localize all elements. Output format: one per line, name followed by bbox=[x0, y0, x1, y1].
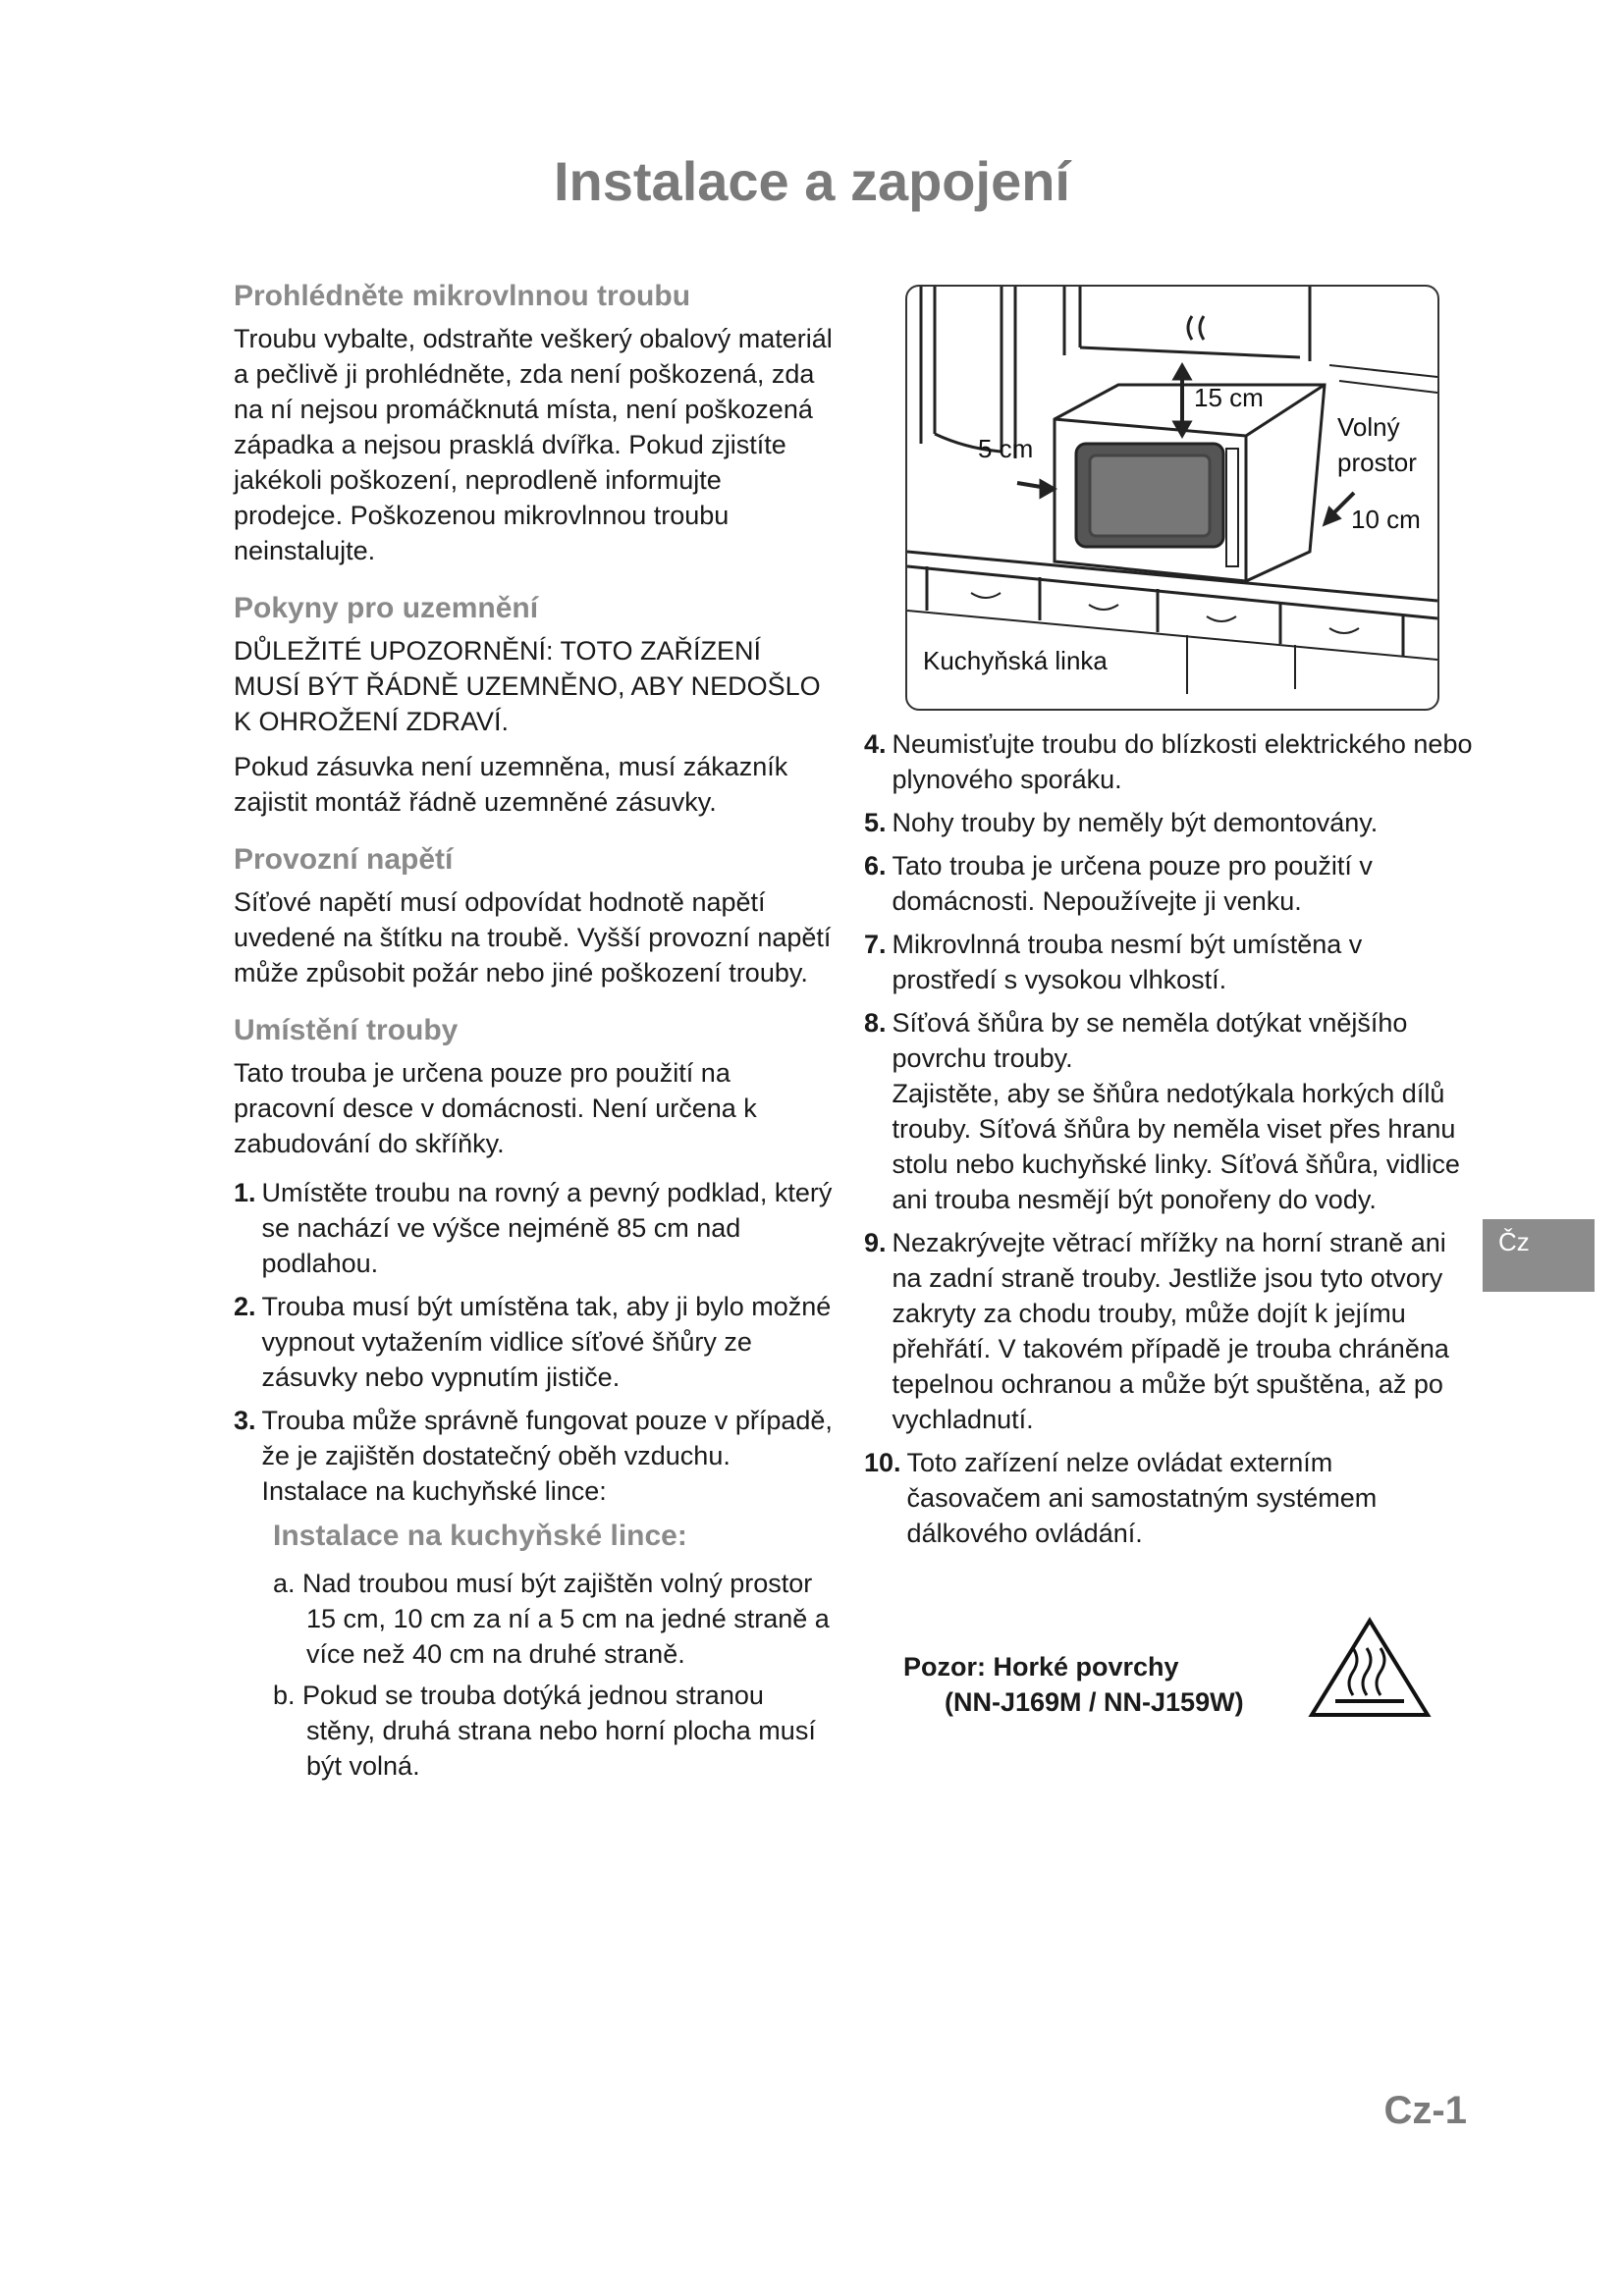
upper-cabinet-line bbox=[1080, 347, 1300, 357]
sub-item-letter: a. bbox=[273, 1569, 296, 1598]
label-free-space-1: Volný bbox=[1337, 412, 1400, 442]
installation-figure bbox=[905, 285, 1439, 711]
item-number: 4. bbox=[864, 729, 887, 759]
list-item bbox=[864, 848, 1473, 919]
label-free-space-2: prostor bbox=[1337, 448, 1417, 477]
item-number: 6. bbox=[864, 851, 887, 881]
list-item bbox=[864, 1225, 1473, 1437]
section-text: Troubu vybalte, odstraňte veškerý obalový materiál a pečlivě ji prohlédněte, zda není poškozená, zda na ní nejsou promáčknutá místa, není poškozená západka a nejsou prasklá dvířka. Pokud zjistíte jakékoli poškození, neprodleně informujte prodejce. Poškozenou mikrovlnnou troubu neinstalujte. bbox=[234, 324, 833, 565]
wall-line bbox=[1339, 381, 1437, 393]
sub-list-item bbox=[273, 1566, 833, 1672]
hot-surface-warning bbox=[903, 1649, 1316, 1720]
section-heading: Prohlédněte mikrovlnnou troubu bbox=[234, 280, 691, 312]
item-text: Nohy trouby by neměly být demontovány. bbox=[892, 808, 1379, 837]
page-title: Instalace a zapojení bbox=[554, 150, 1070, 212]
item-text: Trouba musí být umístěna tak, aby ji bylo možné vypnout vytažením vidlice síťové šňůry ze zásuvky nebo vypnutím jističe. bbox=[261, 1292, 832, 1392]
item-number: 2. bbox=[234, 1292, 256, 1321]
warning-title: Pozor: Horké povrchy bbox=[903, 1652, 1179, 1682]
label-counter: Kuchyňská linka bbox=[923, 646, 1108, 675]
section-text: Pokud zásuvka není uzemněna, musí zákazník zajistit montáž řádně uzemněné zásuvky. bbox=[234, 752, 788, 817]
item-number: 10. bbox=[864, 1448, 901, 1477]
label-side-clearance: 5 cm bbox=[978, 434, 1034, 463]
item-number: 8. bbox=[864, 1008, 887, 1038]
section-heading: Provozní napětí bbox=[234, 843, 454, 876]
microwave-control-panel bbox=[1226, 449, 1238, 566]
left-column bbox=[234, 278, 833, 1789]
item-text: Síťová šňůra by se neměla dotýkat vnějšího povrchu trouby. bbox=[892, 1008, 1408, 1073]
hot-surface-icon bbox=[1306, 1615, 1434, 1723]
section-heading: Pokyny pro uzemnění bbox=[234, 592, 539, 624]
list-item bbox=[864, 927, 1473, 997]
microwave-window-inner bbox=[1090, 455, 1210, 536]
cabinet-line bbox=[935, 287, 1001, 452]
list-item bbox=[864, 1445, 1473, 1551]
item-text: Neumisťujte troubu do blízkosti elektrického nebo plynového sporáku. bbox=[892, 729, 1473, 794]
sub-item-text: Nad troubou musí být zajištěn volný prostor 15 cm, 10 cm za ní a 5 cm na jedné straně a více než 40 cm na druhé straně. bbox=[302, 1569, 830, 1669]
label-back-clearance: 10 cm bbox=[1351, 505, 1421, 534]
item-extra-text: Zajistěte, aby se šňůra nedotýkala horkých dílů trouby. Síťová šňůra by neměla viset přes hranu stolu nebo kuchyňské linky. Síťová šňůra, vidlice ani trouba nesmějí být ponořeny do vody. bbox=[892, 1079, 1460, 1214]
sub-item-letter: b. bbox=[273, 1681, 296, 1710]
item-text: Nezakrývejte větrací mřížky na horní straně ani na zadní straně trouby. Jestliže jsou tyto otvory zakryty za chodu trouby, může dojít k jejímu přehřátí. V takovém případě je trouba chráněna tepelnou ochranou a může být spuštěna, až po vychladnutí. bbox=[892, 1228, 1449, 1434]
item-number: 1. bbox=[234, 1178, 256, 1207]
list-item bbox=[234, 1289, 833, 1395]
right-column bbox=[864, 726, 1473, 1559]
item-number: 7. bbox=[864, 930, 887, 959]
arrow-head bbox=[1041, 481, 1055, 497]
arrow-head bbox=[1174, 365, 1190, 379]
item-text-group bbox=[893, 1005, 1473, 1217]
section-text: Tato trouba je určena pouze pro použití na pracovní desce v domácnosti. Není určena k zabudování do skříňky. bbox=[234, 1058, 757, 1158]
page-number: Cz-1 bbox=[1383, 2089, 1467, 2132]
item-text: Mikrovlnná trouba nesmí být umístěna v prostředí s vysokou vlhkostí. bbox=[892, 930, 1363, 994]
item-text: Trouba může správně fungovat pouze v případě, že je zajištěn dostatečný oběh vzduchu. Instalace na kuchyňské lince: bbox=[261, 1406, 833, 1506]
item-text: Toto zařízení nelze ovládat externím časovačem ani samostatným systémem dálkového ovládání. bbox=[906, 1448, 1378, 1548]
section-placement bbox=[234, 1012, 833, 1161]
sub-heading: Instalace na kuchyňské lince: bbox=[273, 1520, 687, 1552]
grounding-warning: DŮLEŽITÉ UPOZORNĚNÍ: TOTO ZAŘÍZENÍ MUSÍ BÝT ŘÁDNĚ UZEMNĚNO, ABY NEDOŠLO K OHROŽENÍ ZDRAVÍ. bbox=[234, 636, 821, 736]
language-tab: Čz bbox=[1483, 1219, 1595, 1292]
item-number: 3. bbox=[234, 1406, 256, 1435]
section-heading: Umístění trouby bbox=[234, 1014, 459, 1046]
list-item bbox=[864, 726, 1473, 797]
drawer-handles bbox=[971, 593, 1359, 633]
item-text: Tato trouba je určena pouze pro použití v domácnosti. Nepoužívejte ji venku. bbox=[892, 851, 1373, 916]
sub-list-item bbox=[273, 1678, 833, 1784]
item-number: 9. bbox=[864, 1228, 887, 1257]
list-item bbox=[864, 805, 1473, 840]
list-item bbox=[864, 1005, 1473, 1217]
wall-line bbox=[1329, 365, 1437, 377]
item-number: 5. bbox=[864, 808, 887, 837]
item-text: Umístěte troubu na rovný a pevný podklad, který se nachází ve výšce nejméně 85 cm nad podlahou. bbox=[261, 1178, 833, 1278]
arrow-head bbox=[1174, 422, 1190, 436]
cabinet-handle bbox=[1188, 316, 1204, 340]
section-voltage bbox=[234, 841, 833, 990]
list-item bbox=[234, 1403, 833, 1509]
sub-item-text: Pokud se trouba dotýká jednou stranou stěny, druhá strana nebo horní plocha musí být volná. bbox=[302, 1681, 816, 1781]
label-top-clearance: 15 cm bbox=[1194, 383, 1264, 412]
list-item bbox=[234, 1175, 833, 1281]
section-text: Síťové napětí musí odpovídat hodnotě napětí uvedené na štítku na troubě. Vyšší provozní napětí může způsobit požár nebo jiné poškození trouby. bbox=[234, 887, 832, 988]
section-grounding bbox=[234, 590, 833, 820]
warning-models: (NN-J169M / NN-J159W) bbox=[945, 1687, 1244, 1717]
section-inspect bbox=[234, 278, 833, 568]
